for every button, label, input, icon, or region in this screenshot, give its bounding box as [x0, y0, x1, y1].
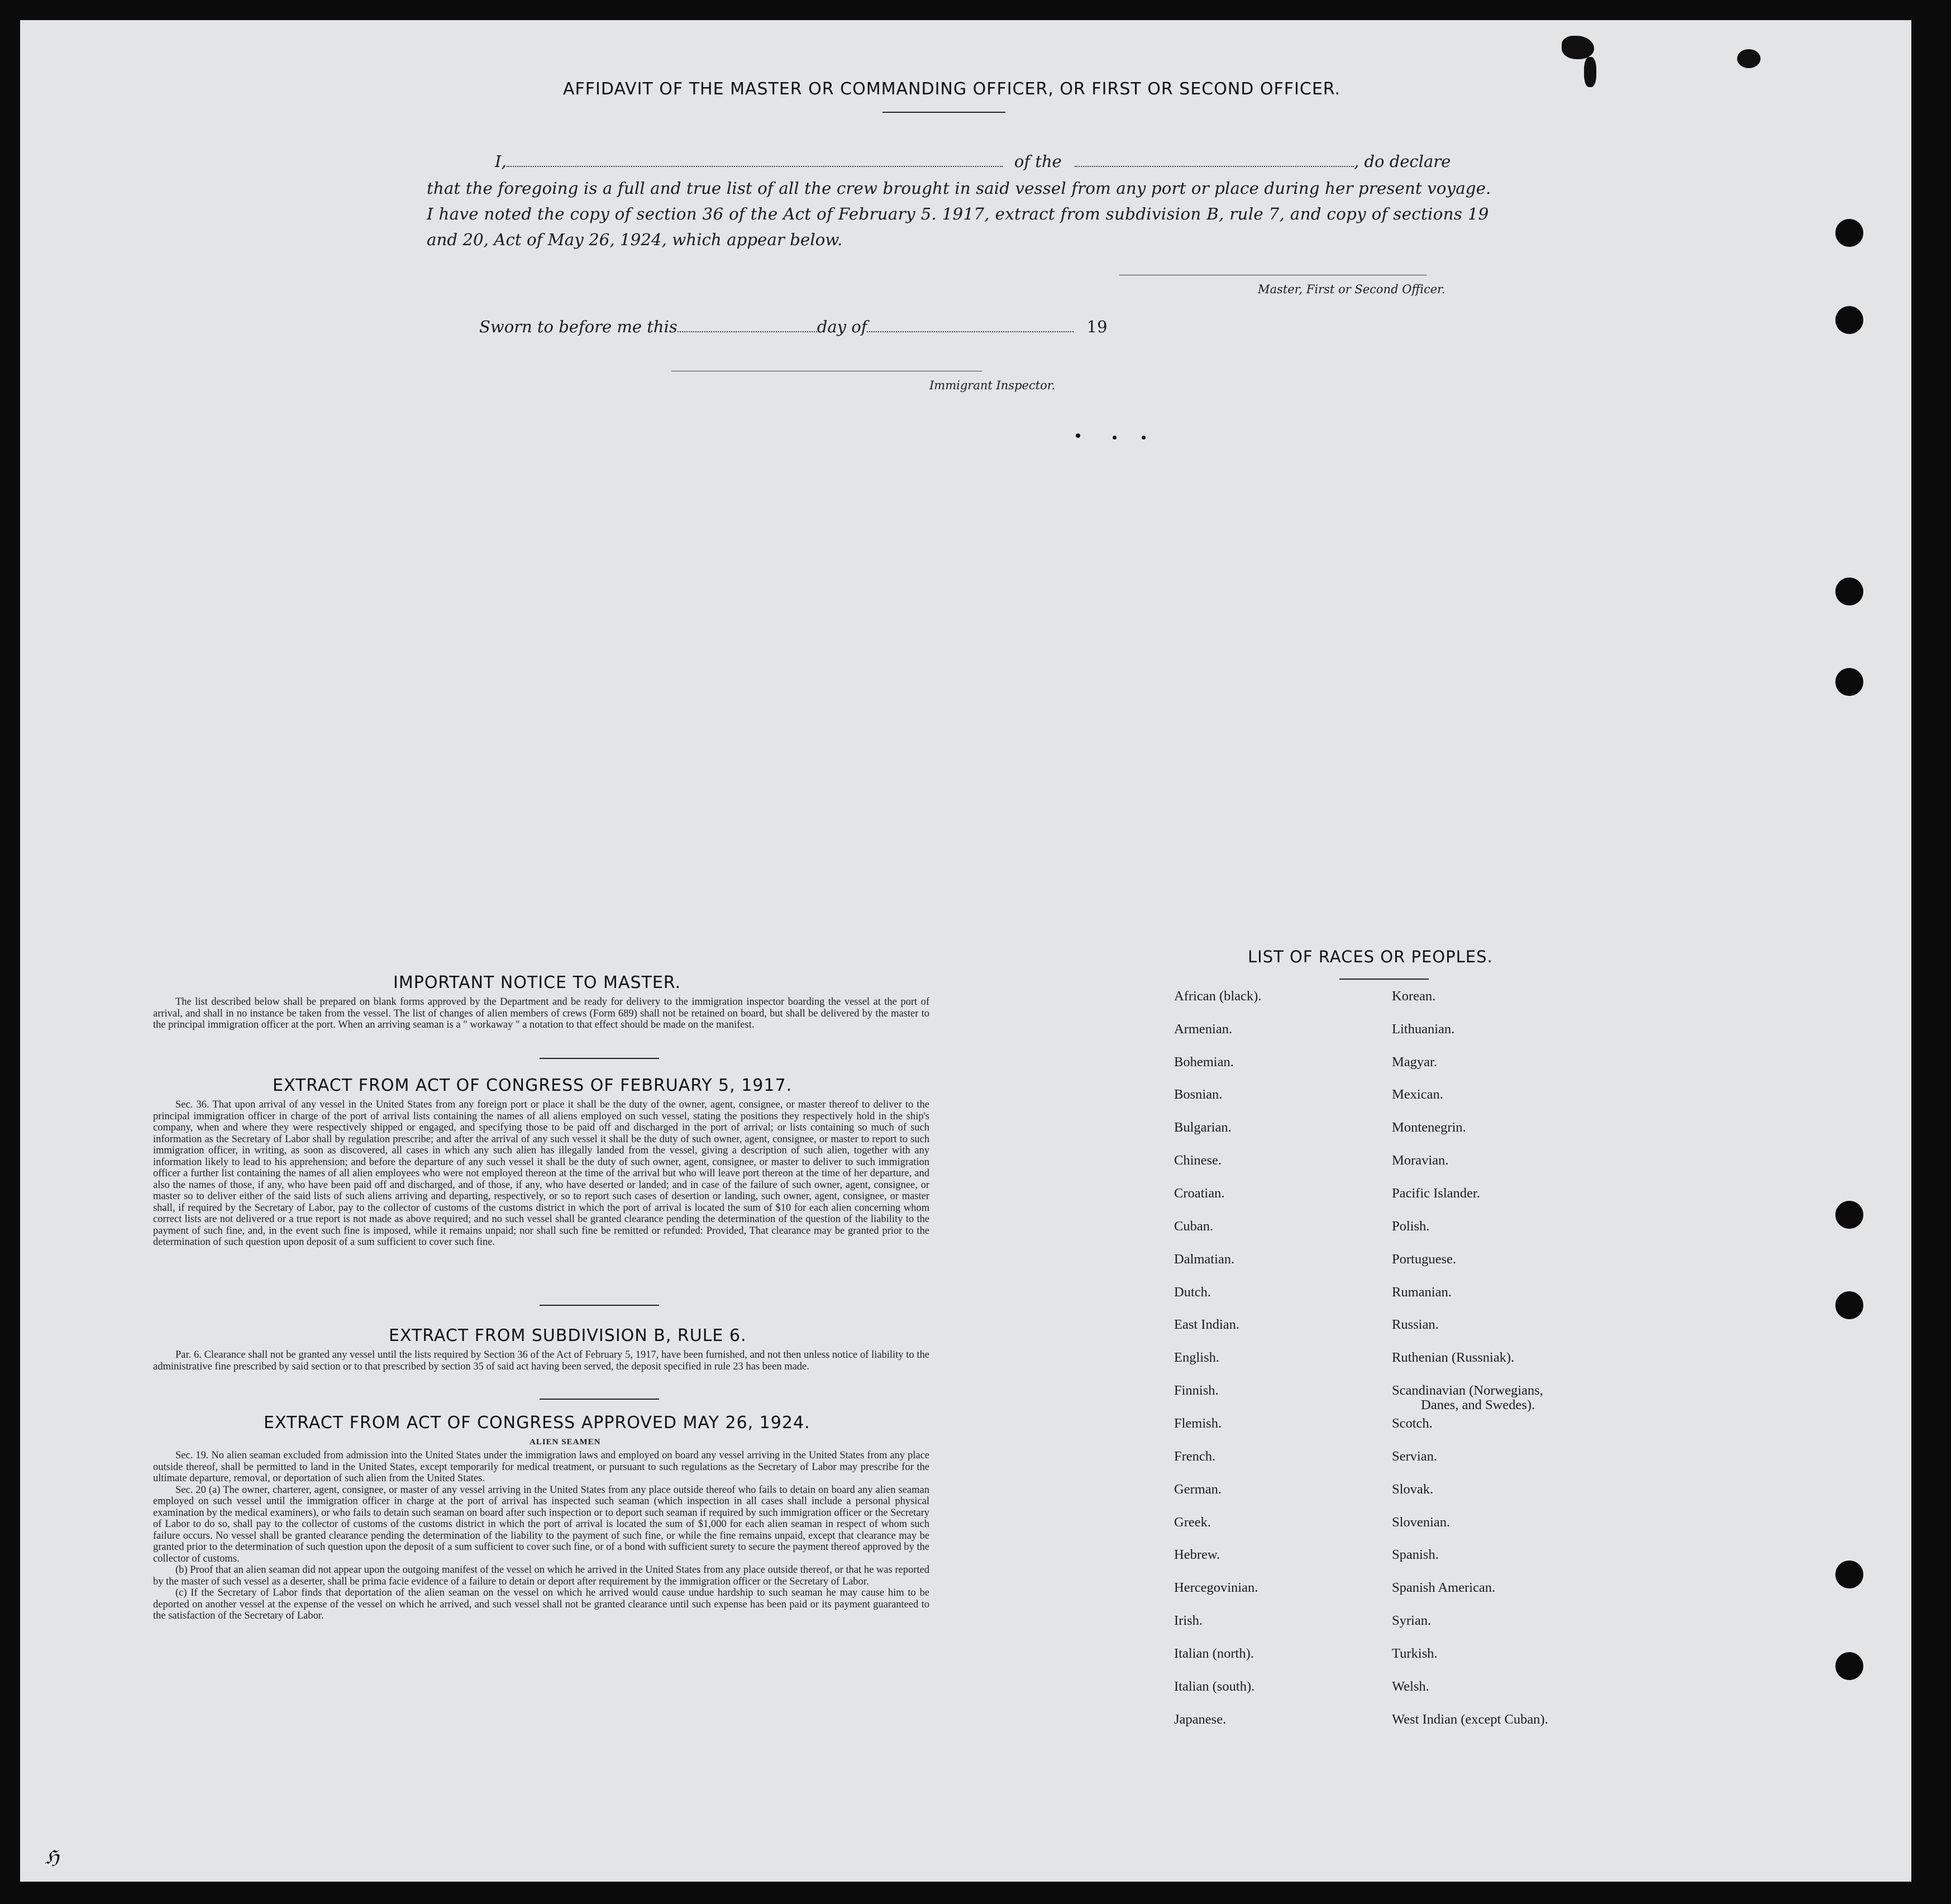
race-item: Syrian. [1392, 1613, 1432, 1628]
notice-paragraph: The list described below shall be prepared on blank forms approved by the Department and be ready for delivery to the immigration inspector boarding the vessel at the port of arrival, and shall in no instance be taken from the vessel. The list of changes of alien members of crews (Form 689) shall not be retained on board, but shall be delivered by the master to the principal immigration officer at the port. When an arriving seaman is a " workaway " a notation to that effect should be made on the manifest. [153, 996, 929, 1030]
subdivision-b-text [153, 1349, 929, 1372]
race-item: African (black). [1174, 989, 1262, 1004]
race-item: Slovak. [1392, 1482, 1434, 1497]
notice-title: IMPORTANT NOTICE TO MASTER. [393, 973, 681, 992]
race-item: West Indian (except Cuban). [1392, 1712, 1548, 1727]
day-blank[interactable] [678, 331, 817, 332]
punch-hole [1835, 1561, 1863, 1588]
ink-speck [1113, 436, 1117, 440]
race-item: Lithuanian. [1392, 1022, 1455, 1037]
race-item: Italian (south). [1174, 1679, 1255, 1694]
divider-2 [540, 1305, 659, 1306]
notice-text [153, 996, 929, 1031]
sworn-prefix: Sworn to before me this [479, 317, 678, 336]
ink-speck [1076, 433, 1080, 438]
race-item: Dalmatian. [1174, 1252, 1235, 1267]
race-item: Servian. [1392, 1449, 1437, 1464]
sec-36-paragraph: Sec. 36. That upon arrival of any vessel in the United States from any foreign port or place it shall be the duty of the owner, agent, consignee, or master thereof to deliver to the principal immigration officer in charge of the port of arrival lists containing the names of all aliens employed on such vessel, stating the positions they respectively hold in the ship's company, when and where they were respectively shipped or engaged, and specifying those to be paid off and discharged in the port of arrival; or lists containing so much of such information as the Secretary of Labor shall by regulation prescribe; and after the arrival of any such vessel it shall be the duty of such owner, agent, consignee, or master to report to such immigration officer, in writing, as soon as discovered, all cases in which any such alien has illegally landed from the vessel, giving a description of such alien, together with any information likely to lead to his apprehension; and before the departure of any such vessel it shall be the duty of such owner, agent, consignee, or master to deliver to such immigration officer a further list containing the names of all alien employees who were not employed thereon at the time of the arrival but who will leave port thereon at the time of her departure, and also the names of those, if any, who have been paid off and discharged, and of those, if any, who have deserted or landed; and in case of the failure of such owner, agent, consignee, or master so to deliver either of the said lists of such aliens arriving and departing, respectively, or so to report such cases of desertion or landing, such owner, agent, consignee, or master shall, if required by the Secretary of Labor, pay to the collector of customs of the customs district in which the port of arrival is located the sum of $10 for each alien concerning whom correct lists are not delivered or a true report is not made as above required; and no such vessel shall be granted clearance pending the determination of the question of the liability to the payment of such fine, and, in the event such fine is imposed, while it remains unpaid; nor shall such fine be remitted or refunded: Provided, That clearance may be granted prior to the determination of such question upon deposit of a sum sufficient to cover such fine. [153, 1099, 929, 1248]
race-item: Hebrew. [1174, 1547, 1220, 1562]
sec-20c-paragraph: (c) If the Secretary of Labor finds that deportation of the alien seaman on the vessel on which he arrived would cause undue hardship to such seaman he may cause him to be deported on another vessel at the expense of the vessel on which he arrived, and such vessel shall not be granted clearance until such expense has been paid or its payment guaranteed to the satisfaction of the Secretary of Labor. [153, 1587, 929, 1621]
race-item: Chinese. [1174, 1153, 1222, 1168]
punch-hole [1835, 306, 1863, 334]
race-item: Finnish. [1174, 1383, 1219, 1398]
race-item: French. [1174, 1449, 1216, 1464]
divider-1 [540, 1058, 659, 1059]
sec-20a-paragraph: Sec. 20 (a) The owner, charterer, agent, consignee, or master of any vessel arriving in the United States from any place outside thereof who fails to detain on board any alien seaman employed on such vessel until the immigration officer in charge at the port of arrival has inspected such seaman (which inspection in all cases shall include a personal physical examination by the medical examiners), or who fails to detain such seaman on board after such inspection or to deport such seaman if required by such immigration officer or the Secretary of Labor to do so, shall pay to the collector of customs of the customs district in which the port of arrival is located the sum of $1,000 for each alien seaman in respect of whom such failure occurs. No vessel shall be granted clearance pending the determination of the liability to the payment of such fine, or while the fine remains unpaid, except that clearance may be granted prior to the determination of such question upon the deposit of a sum sufficient to cover such fine, or of a bond with sufficient surety to secure the payment thereof approved by the collector of customs. [153, 1484, 929, 1564]
vessel-blank[interactable] [1075, 166, 1354, 167]
ink-blot [1562, 36, 1594, 59]
affidavit-title: AFFIDAVIT OF THE MASTER OR COMMANDING OFFICER, OR FIRST OR SECOND OFFICER. [563, 79, 1341, 99]
statement-line-3: and 20, Act of May 26, 1924, which appear below. [427, 230, 843, 249]
races-title: LIST OF RACES OR PEOPLES. [1248, 947, 1493, 966]
race-item: Scandinavian (Norwegians, [1392, 1383, 1543, 1398]
punch-hole [1835, 578, 1863, 605]
extract-1917-title: EXTRACT FROM ACT OF CONGRESS OF FEBRUARY 5, 1917. [273, 1076, 793, 1095]
sworn-year: 19 [1086, 317, 1108, 336]
race-item: Bosnian. [1174, 1087, 1223, 1102]
race-item: Welsh. [1392, 1679, 1429, 1694]
race-item: Magyar. [1392, 1054, 1437, 1070]
punch-hole [1835, 1652, 1863, 1680]
sec-20b-paragraph: (b) Proof that an alien seaman did not appear upon the outgoing manifest of the vessel on which he arrived in the United States from any place outside thereof, or that he was reported by the master of such vessel as a deserter, shall be prima facie evidence of a failure to detain or deport after requirement by the immigration officer or the Secretary of Labor. [153, 1564, 929, 1587]
race-item: Irish. [1174, 1613, 1203, 1628]
race-item: Polish. [1392, 1219, 1430, 1234]
race-item: Italian (north). [1174, 1646, 1254, 1661]
ink-blot [1584, 57, 1596, 87]
race-item: Rumanian. [1392, 1285, 1452, 1300]
race-item: Slovenian. [1392, 1515, 1451, 1530]
par-6-paragraph: Par. 6. Clearance shall not be granted any vessel until the lists required by Section 36 of the Act of February 5, 1917, have been furnished, and not then unless notice of liability to the administrative fine prescribed by said section or to that prescribed by section 35 of said act having been served, the deposit specified in rule 23 has been made. [153, 1349, 929, 1372]
declare-of-the: of the [1014, 152, 1062, 171]
extract-1924-text [153, 1450, 929, 1622]
race-item: East Indian. [1174, 1317, 1240, 1332]
race-item-continuation: Danes, and Swedes). [1421, 1397, 1535, 1413]
race-item: Portuguese. [1392, 1252, 1456, 1267]
ink-speck [1142, 436, 1146, 440]
sworn-line [479, 317, 1108, 336]
extract-1924-title: EXTRACT FROM ACT OF CONGRESS APPROVED MAY 26, 1924. [264, 1413, 810, 1433]
race-item: Dutch. [1174, 1285, 1211, 1300]
race-item: Spanish. [1392, 1547, 1439, 1562]
race-item: Ruthenian (Russniak). [1392, 1350, 1515, 1365]
extract-1917-text [153, 1099, 929, 1248]
inspector-label: Immigrant Inspector. [929, 379, 1056, 392]
race-item: Mexican. [1392, 1087, 1443, 1102]
race-item: Flemish. [1174, 1416, 1222, 1431]
race-item: English. [1174, 1350, 1219, 1365]
race-item: Greek. [1174, 1515, 1211, 1530]
race-item: German. [1174, 1482, 1222, 1497]
race-item: Hercegovinian. [1174, 1580, 1258, 1595]
title-rule [883, 112, 1005, 113]
race-item: Cuban. [1174, 1219, 1214, 1234]
declare-prefix: I, [495, 152, 507, 171]
race-item: Korean. [1392, 989, 1436, 1004]
race-item: Japanese. [1174, 1712, 1227, 1727]
race-item: Pacific Islander. [1392, 1186, 1480, 1201]
race-item: Russian. [1392, 1317, 1439, 1332]
races-title-rule [1339, 979, 1429, 980]
punch-hole [1835, 219, 1863, 247]
race-item: Bulgarian. [1174, 1120, 1232, 1135]
divider-3 [540, 1399, 659, 1400]
race-item: Moravian. [1392, 1153, 1449, 1168]
subdivision-b-title: EXTRACT FROM SUBDIVISION B, RULE 6. [389, 1326, 747, 1345]
punch-hole [1835, 1201, 1863, 1229]
statement-line-2: I have noted the copy of section 36 of the Act of February 5. 1917, extract from subdivision B, rule 7, and copy of sections 19 [427, 204, 1489, 223]
corner-mark: ℌ [45, 1848, 59, 1868]
declare-suffix: , do declare [1354, 152, 1451, 171]
name-blank[interactable] [507, 166, 1003, 167]
punch-hole [1835, 668, 1863, 696]
race-item: Montenegrin. [1392, 1120, 1466, 1135]
master-signature-label: Master, First or Second Officer. [1258, 283, 1446, 296]
ink-blot [1737, 49, 1761, 68]
alien-seamen-subtitle: ALIEN SEAMEN [530, 1438, 601, 1447]
sec-19-paragraph: Sec. 19. No alien seaman excluded from admission into the United States under the immigration laws and employed on board any vessel arriving in the United States from any place outside thereof, shall be permitted to land in the United States, except temporarily for medical treatment, or pursuant to such regulations as the Secretary of Labor may prescribe for the ultimate departure, removal, or deportation of such alien from the United States. [153, 1450, 929, 1484]
sworn-day-of: day of [817, 317, 867, 336]
declaration-line [495, 152, 1451, 171]
race-item: Scotch. [1392, 1416, 1433, 1431]
race-item: Bohemian. [1174, 1054, 1234, 1070]
race-item: Armenian. [1174, 1022, 1233, 1037]
race-item: Spanish American. [1392, 1580, 1496, 1595]
statement-line-1: that the foregoing is a full and true list of all the crew brought in said vessel from any port or place during her present voyage. [427, 179, 1491, 198]
document-page [20, 20, 1911, 1882]
punch-hole [1835, 1291, 1863, 1319]
month-blank[interactable] [867, 331, 1074, 332]
race-item: Turkish. [1392, 1646, 1438, 1661]
race-item: Croatian. [1174, 1186, 1225, 1201]
